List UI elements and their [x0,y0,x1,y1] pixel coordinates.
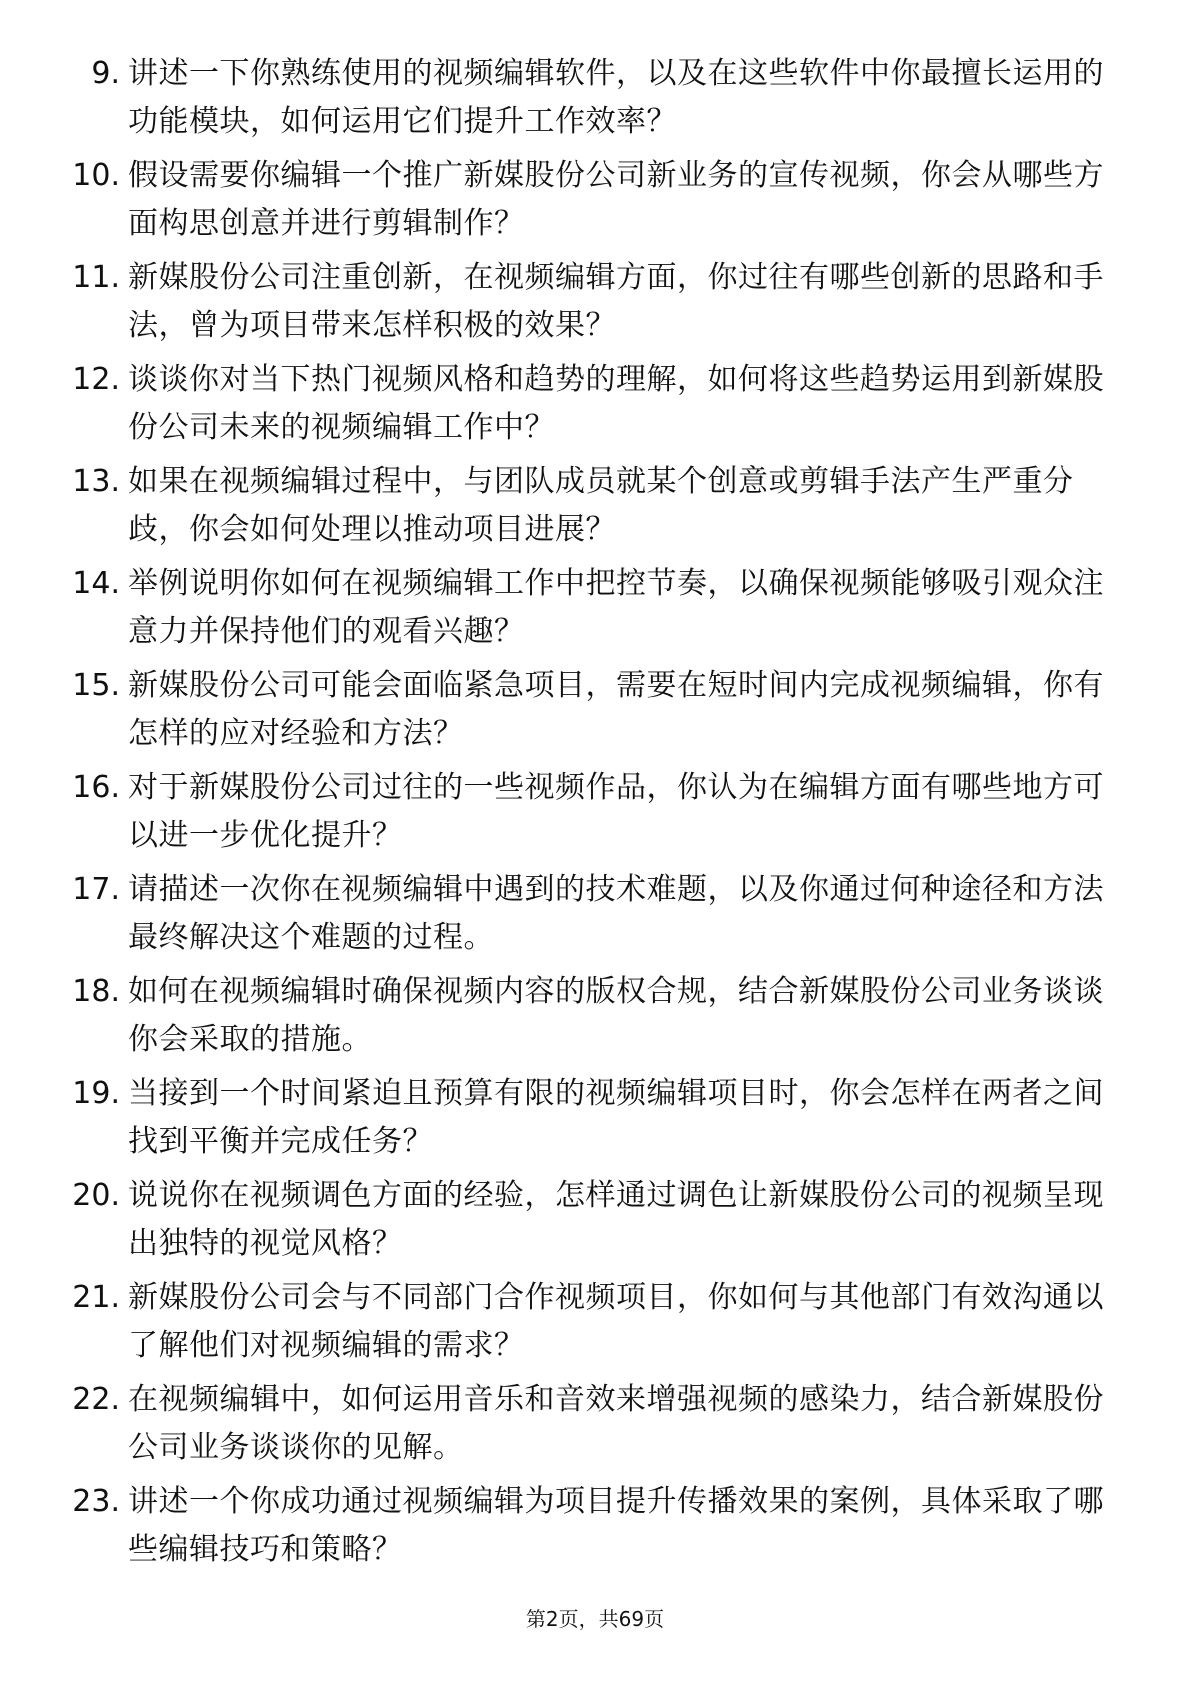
question-number: 21. [72,1280,120,1315]
question-number: 22. [72,1382,120,1417]
question-text: 如果在视频编辑过程中，与团队成员就某个创意或剪辑手法产生严重分歧，你会如何处理以推动项目进展？ [128,464,1074,547]
list-item [0,560,1190,662]
list-item [0,1172,1190,1274]
list-item [0,254,1190,356]
question-number: 10. [72,158,120,193]
list-item [0,1070,1190,1172]
question-text: 在视频编辑中，如何运用音乐和音效来增强视频的感染力，结合新媒股份公司业务谈谈你的见解。 [128,1382,1104,1465]
question-list [0,50,1190,1580]
question-text: 讲述一个你成功通过视频编辑为项目提升传播效果的案例，具体采取了哪些编辑技巧和策略？ [128,1484,1104,1567]
list-item [0,1478,1190,1580]
question-text: 如何在视频编辑时确保视频内容的版权合规，结合新媒股份公司业务谈谈你会采取的措施。 [128,974,1104,1057]
question-number: 11. [72,260,120,295]
list-item [0,1274,1190,1376]
list-item [0,1376,1190,1478]
question-text: 请描述一次你在视频编辑中遇到的技术难题，以及你通过何种途径和方法最终解决这个难题的过程。 [128,872,1104,955]
list-item [0,968,1190,1070]
list-item [0,764,1190,866]
question-text: 对于新媒股份公司过往的一些视频作品，你认为在编辑方面有哪些地方可以进一步优化提升？ [128,770,1104,853]
question-text: 新媒股份公司注重创新，在视频编辑方面，你过往有哪些创新的思路和手法，曾为项目带来怎样积极的效果？ [128,260,1104,343]
list-item [0,50,1190,152]
question-text: 说说你在视频调色方面的经验，怎样通过调色让新媒股份公司的视频呈现出独特的视觉风格？ [128,1178,1104,1261]
list-item [0,866,1190,968]
question-number: 23. [72,1484,120,1519]
list-item [0,152,1190,254]
question-number: 15. [72,668,120,703]
list-item [0,356,1190,458]
question-number: 9. [91,56,120,91]
question-text: 当接到一个时间紧迫且预算有限的视频编辑项目时，你会怎样在两者之间找到平衡并完成任务？ [128,1076,1104,1159]
question-text: 谈谈你对当下热门视频风格和趋势的理解，如何将这些趋势运用到新媒股份公司未来的视频编辑工作中？ [128,362,1104,445]
page-footer: 第2页，共69页 [525,1607,665,1631]
question-number: 20. [72,1178,120,1213]
question-number: 13. [72,464,120,499]
question-number: 19. [72,1076,120,1111]
question-number: 17. [72,872,120,907]
question-number: 14. [72,566,120,601]
question-text: 新媒股份公司会与不同部门合作视频项目，你如何与其他部门有效沟通以了解他们对视频编辑的需求？ [128,1280,1104,1363]
list-item [0,458,1190,560]
question-number: 16. [72,770,120,805]
question-text: 新媒股份公司可能会面临紧急项目，需要在短时间内完成视频编辑，你有怎样的应对经验和方法？ [128,668,1104,751]
question-number: 12. [72,362,120,397]
question-text: 举例说明你如何在视频编辑工作中把控节奏，以确保视频能够吸引观众注意力并保持他们的观看兴趣？ [128,566,1104,649]
question-number: 18. [72,974,120,1009]
question-text: 假设需要你编辑一个推广新媒股份公司新业务的宣传视频，你会从哪些方面构思创意并进行剪辑制作？ [128,158,1104,241]
question-text: 讲述一下你熟练使用的视频编辑软件，以及在这些软件中你最擅长运用的功能模块，如何运用它们提升工作效率？ [128,56,1104,139]
list-item [0,662,1190,764]
